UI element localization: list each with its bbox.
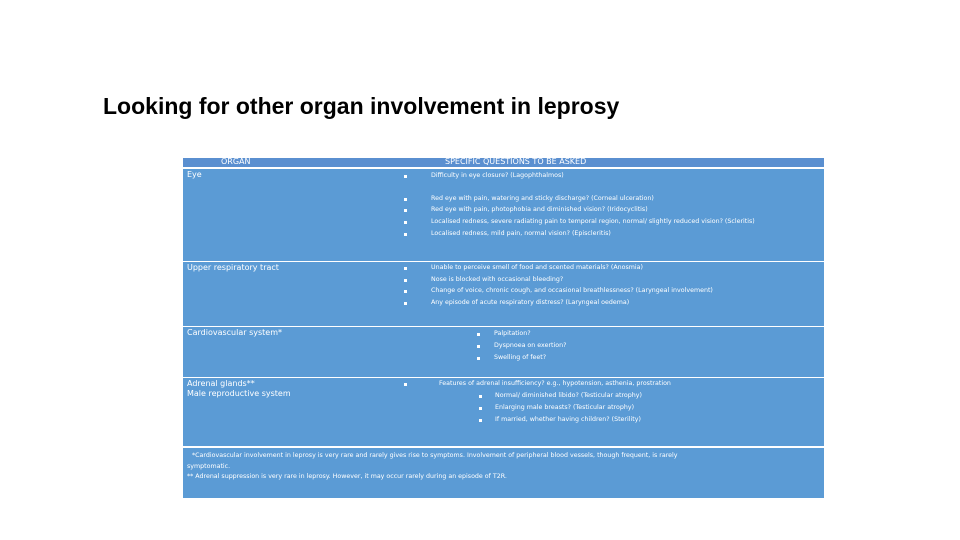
question-urt-1: Unable to perceive smell of food and scented materials? (Anosmia) (431, 264, 643, 271)
bullet-icon (479, 395, 482, 398)
question-adrenal-2: Normal/ diminished libido? (Testicular atrophy) (495, 392, 642, 399)
question-urt-2: Nose is blocked with occasional bleeding? (431, 276, 564, 283)
header-questions: SPECIFIC QUESTIONS TO BE ASKED (445, 157, 587, 166)
bullet-icon (404, 302, 407, 305)
bullet-icon (404, 175, 407, 178)
bullet-icon (404, 198, 407, 201)
bullet-icon (404, 383, 407, 386)
question-urt-4: Any episode of acute respiratory distress? (Laryngeal oedema) (431, 299, 630, 306)
bullet-icon (477, 333, 480, 336)
bullet-icon (404, 233, 407, 236)
organ-cardiovascular: Cardiovascular system* (187, 328, 282, 337)
bullet-icon (404, 221, 407, 224)
table-row-eye (183, 169, 824, 261)
header-organ: ORGAN (221, 157, 251, 166)
bullet-icon (404, 267, 407, 270)
question-eye-4: Localised redness, severe radiating pain to temporal region, normal/ slightly reduced vision? (Scleritis) (431, 218, 755, 225)
bullet-icon (404, 279, 407, 282)
question-eye-2: Red eye with pain, watering and sticky discharge? (Corneal ulceration) (431, 195, 654, 202)
organ-male-reproductive: Male reproductive system (187, 389, 291, 398)
organ-eye: Eye (187, 170, 202, 179)
question-cardio-3: Swelling of feet? (494, 354, 547, 361)
question-adrenal-1: Features of adrenal insufficiency? e.g., hypotension, asthenia, prostration (439, 380, 671, 387)
slide-title: Looking for other organ involvement in leprosy (103, 93, 620, 119)
question-cardio-1: Palpitation? (494, 330, 531, 337)
table-row-adrenal-reproductive (183, 378, 824, 446)
question-eye-3: Red eye with pain, photophobia and diminished vision? (Iridocyclitis) (431, 206, 648, 213)
question-urt-3: Change of voice, chronic cough, and occasional breathlessness? (Laryngeal involvement) (431, 287, 713, 294)
organ-adrenal: Adrenal glands** (187, 379, 255, 388)
organ-questions-table (183, 158, 824, 498)
question-eye-5: Localised redness, mild pain, normal vision? (Episcleritis) (431, 230, 611, 237)
organ-upper-respiratory: Upper respiratory tract (187, 263, 279, 272)
question-adrenal-4: If married, whether having children? (Sterility) (495, 416, 641, 423)
bullet-icon (477, 357, 480, 360)
bullet-icon (404, 290, 407, 293)
footnote-line-1: *Cardiovascular involvement in leprosy is very rare and rarely gives rise to symptoms. Involvement of peripheral blood vessels, though frequent, is rarely (192, 452, 678, 459)
table-row-cardiovascular (183, 327, 824, 377)
bullet-icon (479, 419, 482, 422)
question-cardio-2: Dyspnoea on exertion? (494, 342, 567, 349)
bullet-icon (477, 345, 480, 348)
footnote-line-3: ** Adrenal suppression is very rare in leprosy. However, it may occur rarely during an episode of T2R. (187, 473, 507, 480)
table-footnote (183, 448, 824, 498)
question-eye-1: Difficulty in eye closure? (Lagophthalmos) (431, 172, 564, 179)
bullet-icon (479, 407, 482, 410)
table-header (183, 158, 824, 167)
question-adrenal-3: Enlarging male breasts? (Testicular atrophy) (495, 404, 635, 411)
bullet-icon (404, 209, 407, 212)
footnote-line-2: symptomatic. (187, 463, 231, 470)
table-row-upper-respiratory (183, 262, 824, 326)
